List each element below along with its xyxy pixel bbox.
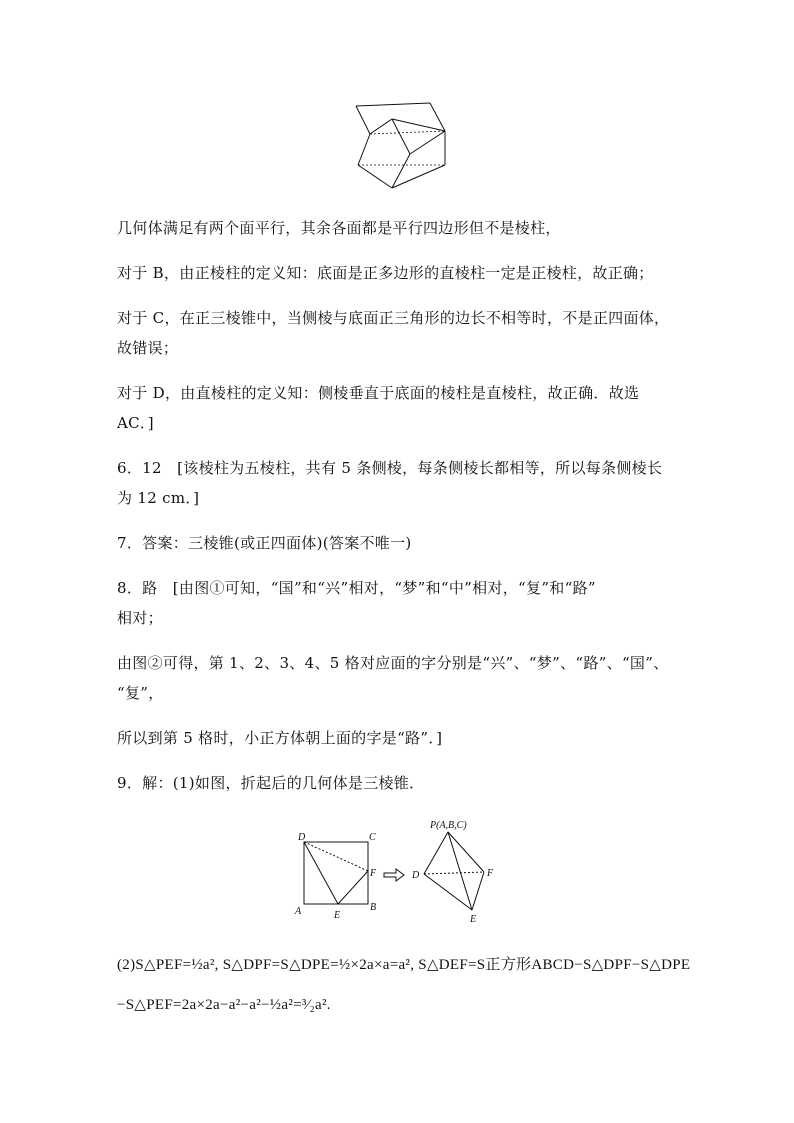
label-p: P(A,B,C) <box>430 820 467 831</box>
text-line-14: 所以到第 5 格时，小正方体朝上面的字是“路”．] <box>117 729 443 747</box>
label-f2: F <box>487 868 494 879</box>
label-d: D <box>298 832 306 843</box>
folding-figure <box>290 818 510 926</box>
label-b: B <box>370 902 377 913</box>
text-line-6: AC．] <box>117 414 154 432</box>
text-line-2: 对于 B，由正棱柱的定义知：底面是正多边形的直棱柱一定是正棱柱，故正确； <box>117 264 654 282</box>
polyhedron-figure <box>350 98 450 193</box>
label-e2: E <box>470 914 477 925</box>
label-a: A <box>295 906 302 917</box>
text-line-15: 9．解：(1)如图，折起后的几何体是三棱锥． <box>117 774 425 792</box>
text-line-8: 为 12 cm．] <box>117 489 200 507</box>
text-line-3: 对于 C，在正三棱锥中，当侧棱与底面正三角形的边长不相等时，不是正四面体， <box>117 309 670 327</box>
math-line-2: −S△PEF=2a×2a−a²−a²−½a²=³⁄₂a². <box>117 997 331 1013</box>
label-d2: D <box>412 870 420 881</box>
text-line-11: 相对； <box>117 609 163 627</box>
text-line-10: 8．路 [由图①可知，“国”和“兴”相对，“梦”和“中”相对，“复”和“路” <box>117 579 596 597</box>
text-line-9: 7．答案：三棱锥(或正四面体)(答案不唯一) <box>117 534 412 552</box>
text-line-7: 6．12 [该棱柱为五棱柱，共有 5 条侧棱，每条侧棱长都相等，所以每条侧棱长 <box>117 459 663 477</box>
text-line-4: 故错误； <box>117 339 179 357</box>
text-line-1: 几何体满足有两个面平行，其余各面都是平行四边形但不是棱柱， <box>117 219 561 237</box>
text-line-12: 由图②可得，第 1、2、3、4、5 格对应面的字分别是“兴”、“梦”、“路”、“国”、 <box>117 654 669 672</box>
text-line-5: 对于 D，由直棱柱的定义知：侧棱垂直于底面的棱柱是直棱柱，故正确．故选 <box>117 384 640 402</box>
label-e: E <box>334 910 341 921</box>
math-line-1: (2)S△PEF=½a², S△DPF=S△DPE=½×2a×a=a², S△DEF=S正方形ABCD−S△DPF−S△DPE <box>117 957 691 973</box>
text-line-13: “复”， <box>117 684 164 702</box>
label-f: F <box>370 868 377 879</box>
label-c: C <box>369 832 376 843</box>
